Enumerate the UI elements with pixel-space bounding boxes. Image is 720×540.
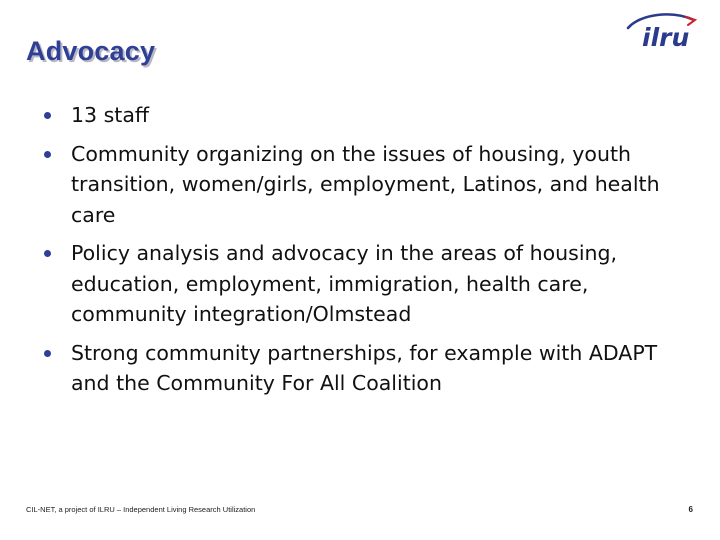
- bullet-dot-icon: [44, 250, 51, 257]
- bullet-dot-icon: [44, 151, 51, 158]
- bullet-item: [44, 338, 684, 399]
- slide-footer: CIL-NET, a project of ILRU – Independent Living Research Utilization: [26, 505, 256, 514]
- bullet-item: [44, 139, 684, 231]
- bullet-item: [44, 238, 684, 330]
- slide-title: Advocacy: [26, 36, 156, 66]
- page-number: 6: [688, 505, 693, 514]
- bullet-text: Strong community partnerships, for example with ADAPT and the Community For All Coalition: [71, 340, 658, 395]
- bullet-text: Community organizing on the issues of housing, youth transition, women/girls, employment, Latinos, and health care: [71, 141, 660, 227]
- bullet-dot-icon: [44, 350, 51, 357]
- logo-text: ilru: [642, 23, 690, 52]
- bullet-item: [44, 100, 684, 131]
- bullet-list: [44, 100, 684, 407]
- bullet-dot-icon: [44, 112, 51, 119]
- ilru-logo-icon: [622, 10, 698, 52]
- bullet-text: 13 staff: [71, 103, 150, 127]
- bullet-text: Policy analysis and advocacy in the areas of housing, education, employment, immigration, health care, community integration/Olmstead: [71, 241, 618, 326]
